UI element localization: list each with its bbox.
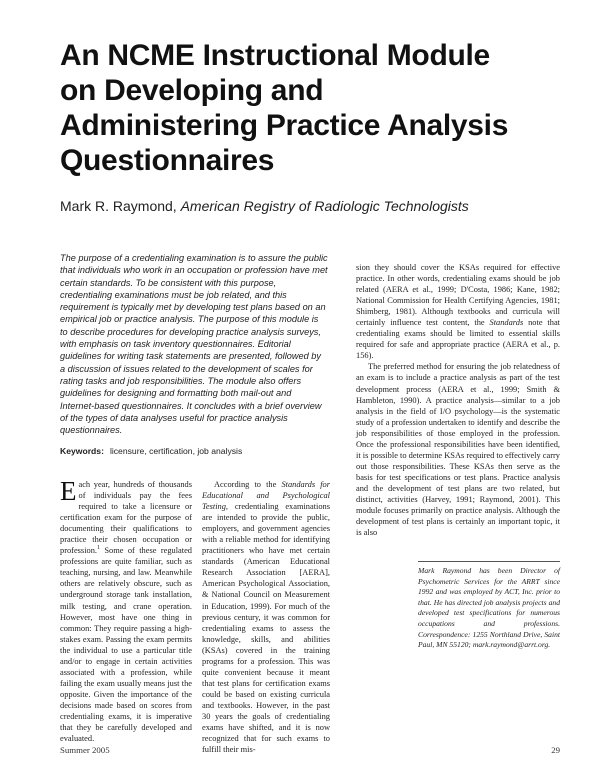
- page-number: 29: [551, 745, 560, 755]
- keywords-value: licensure, certification, job analysis: [109, 446, 243, 456]
- abstract: The purpose of a credentialing examination is to assure the public that individuals who work in an occupation or profession have met certain standards. To be consistent with this purpose, credentialing examinations must be job related, and this requirement is typically met by developing test plans based on an empirical job or practice analysis. The purpose of this module is to describe procedures for developing practice analysis surveys, with emphasis on task inventory questionnaires. Editorial guidelines for writing task statements are presented, followed by a discussion of issues related to the development of scales for rating tasks and job responsibilities. The module also offers guidelines for designing and formatting both mail-out and Internet-based questionnaires. It concludes with a brief overview of the types of data analyses useful for practice analysis questionnaires.: [60, 253, 328, 436]
- body-column-2: [202, 479, 330, 755]
- byline: [60, 198, 560, 214]
- footnote-marker: 1: [96, 545, 100, 552]
- body-column-1: [60, 476, 192, 744]
- body-paragraph: [356, 262, 560, 361]
- keywords-label: Keywords:: [60, 446, 104, 456]
- keywords: [60, 446, 340, 456]
- body-text: , credentialing examinations are intended to provide the public, employers, and government agencies with a reliable method for identifying practitioners who have met certain standards (American Educational Research Association [AERA], American Psychological Association, & National Council on Measurement in Education, 1999). For much of the previous century, it was common for credentialing exams to assess the knowledge, skills, and abilities (KSAs) covered in the training programs for a profession. This was quite convenient because it meant that test plans for certification exams could be based on existing curricula and textbooks. However, in the past 30 years the goals of credentialing exams have shifted, and it is now recognized that for such exams to fulfill their mis-: [202, 502, 330, 755]
- standards-citation: Standards for Educational and Psychological Testing: [202, 480, 330, 512]
- title-line: Administering Practice Analysis: [60, 109, 509, 142]
- body-paragraph: [60, 476, 192, 744]
- drop-cap: E: [60, 476, 77, 506]
- standards-citation: Standards: [489, 318, 524, 328]
- title-line: Questionnaires: [60, 144, 275, 177]
- issue-label: Summer 2005: [60, 745, 110, 755]
- body-paragraph: The preferred method for ensuring the job relatedness of an exam is to include a practice analysis as part of the test development process (AERA et al., 1999; Smith & Hambleton, 1990). A practice analysis—similar to a job analysis in the field of I/O psychology—is the systematic study of a profession undertaken to identify and describe the job responsibilities of those employed in the profession. Once the professional responsibilities have been identified, it is possible to determine KSAs required to effectively carry out those responsibilities. These KSAs then serve as the basis for test specifications or test plans. Practice analysis and the development of test plans are two related, but distinct, activities (Harvey, 1991; Raymond, 2001). This module focuses primarily on practice analysis. Although the development of test plans is certainly an important topic, it is also: [356, 362, 560, 538]
- body-text: sion they should cover the KSAs required for effective practice. In other words, credentialing exams should be job related (AERA et al., 1999; D'Costa, 1986; Kane, 1982; National Commission for Health Certifying Agencies, 1981; Shimberg, 1981). Although textbooks and curricula will certainly influence test content, the: [356, 263, 560, 328]
- body-text: According to the: [214, 480, 282, 489]
- footnote-divider: [418, 561, 560, 562]
- article-title: [60, 38, 560, 178]
- author-affiliation: American Registry of Radiologic Technologists: [180, 198, 469, 214]
- body-column-3: [356, 262, 560, 538]
- author-bio: Mark Raymond has been Director of Psychometric Services for the ARRT since 1992 and was employed by ACT, Inc. prior to that. He has directed job analysis projects and developed test specifications for numerous occupations and professions. Correspondence: 1255 Northland Drive, Saint Paul, MN 55120; mark.raymond@arrt.org.: [418, 566, 560, 650]
- page-footer: [60, 745, 560, 755]
- body-paragraph: [202, 479, 330, 755]
- body-text: note that credentialing exams should be limited to essential skills required for safe and appropriate practice (AERA et al., p. 156).: [356, 318, 560, 361]
- author-name: Mark R. Raymond,: [60, 198, 177, 214]
- title-line: An NCME Instructional Module: [60, 39, 490, 72]
- body-text: ach year, hundreds of thousands of individuals pay the fees required to take a licensure or certification exam for the purpose of documenting their qualifications to practice their chosen occupation or profession.: [60, 480, 192, 556]
- title-line: on Developing and: [60, 74, 324, 107]
- body-text: Some of these regulated professions are quite familiar, such as teaching, nursing, and law. Meanwhile others are relatively obscure, such as underground storage tank installation, milk testing, and crane operation. However, most have one thing in common: They require passing a high-stakes exam. Passing the exam permits the individual to use a particular title and/or to engage in certain activities associated with a profession, while failing the exam usually means just the opposite. Given the importance of the decisions made based on scores from credentialing exams, it is imperative that they be carefully developed and evaluated.: [60, 546, 192, 744]
